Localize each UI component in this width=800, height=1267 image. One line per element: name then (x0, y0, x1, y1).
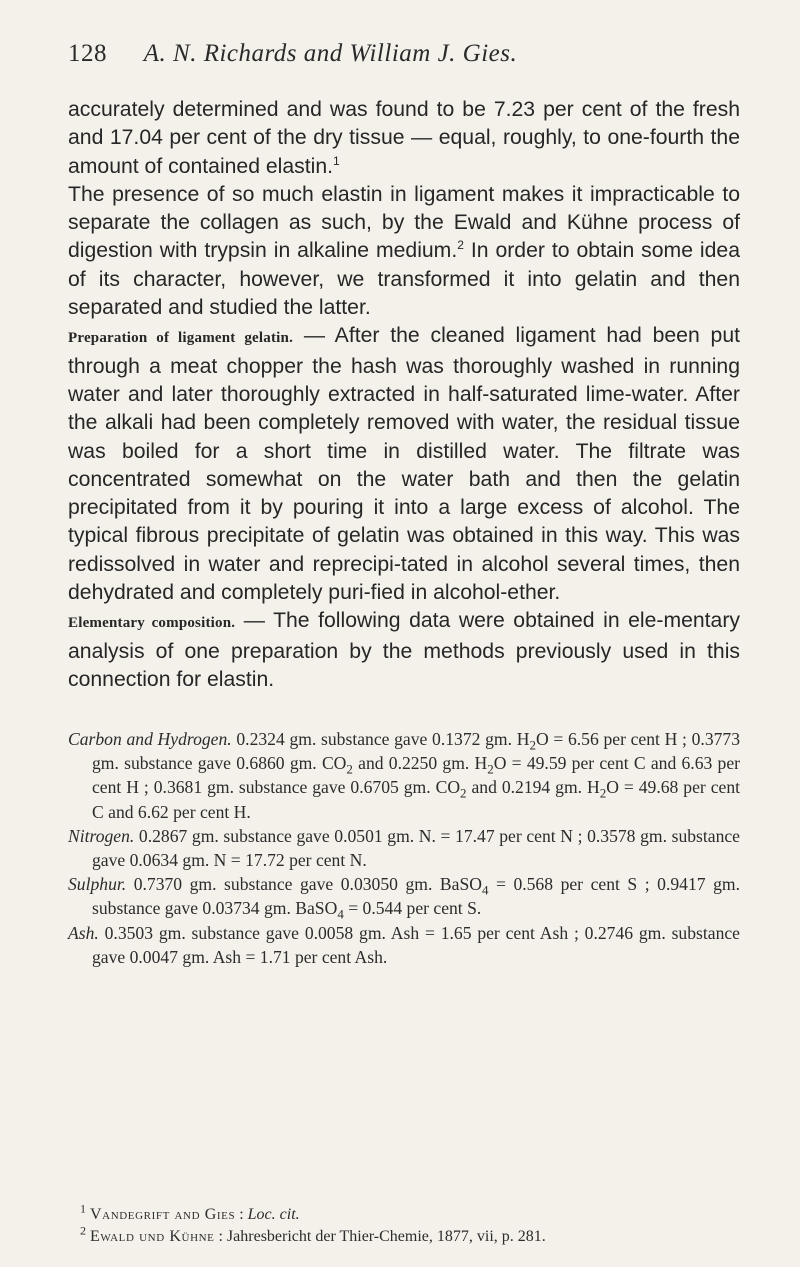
section-heading-preparation: Preparation of ligament gelatin. (68, 330, 294, 347)
footnote-2: $^2$ Ewald und Kühne : Jahresbericht der Thier-Chemie, 1877, vii, p. 281. (80, 1223, 546, 1245)
footnote-1: $^1$ Vandegrift and Gies : Loc. cit. (80, 1201, 300, 1223)
footnote-ref-2: 2 (457, 238, 464, 253)
analysis-nitrogen: Nitrogen. 0.2867 gm. substance gave 0.0501 gm. N. = 17.47 per cent N ; 0.3578 gm. substance gave 0.0634 gm. N = 17.72 per cent N. (68, 825, 740, 871)
running-header (68, 40, 732, 68)
footnotes (80, 1201, 740, 1247)
analysis-carbon-hydrogen: Carbon and Hydrogen. 0.2324 gm. substance gave 0.1372 gm. $H_2O = 6.56$ per cent H ; 0.3773 gm. substance gave 0.6860 gm. $CO_2$ and 0.2250 gm. $H_2O = 49.59$ per cent C and 6.63 per cent H ; 0.3681 gm. substance gave 0.6705 gm. $CO_2$ and 0.2194 gm. $H_2O = 49.68$ per cent C and 6.62 per cent H. (68, 729, 741, 822)
body-text (68, 96, 740, 694)
analysis-data (68, 727, 740, 969)
paragraph-continuation: accurately determined and was found to be 7.23 per cent of the fresh and 17.04 per cent of the dry tissue — equal, roughly, to one-fourth the amount of contained elastin.$^1$ (68, 98, 740, 178)
paragraph-composition: Elementary composition. — The following data were obtained in ele-mentary analysis of one preparation by the methods previously used in this connection for elastin. (68, 609, 740, 691)
paragraph-elastin-note: The presence of so much elastin in ligament makes it impracticable to separate the collagen as such, by the Ewald and Kühne process of digestion with trypsin in alkaline medium.$^2$ In order to obtain some idea of its character, however, we transformed it into gelatin and then separated and studied the latter. (68, 182, 740, 320)
paragraph-preparation: Preparation of ligament gelatin. — After the cleaned ligament had been put through a meat chopper the hash was thoroughly washed in running water and later thoroughly extracted in half-saturated lime-water. After the alkali had been completely removed with water, the residual tissue was boiled for a short time in distilled water. The filtrate was concentrated somewhat on the water bath and then the gelatin precipitated from it by pouring it into a large excess of alcohol. The typical fibrous precipitate of gelatin was obtained in this way. This was redissolved in water and reprecipi-tated in alcohol several times, then dehydrated and completely puri-fied in alcohol-ether. (68, 324, 740, 605)
footnote-ref-1: 1 (333, 153, 340, 168)
analysis-ash: Ash. 0.3503 gm. substance gave 0.0058 gm. Ash = 1.65 per cent Ash ; 0.2746 gm. substance gave 0.0047 gm. Ash = 1.71 per cent Ash. (68, 922, 740, 967)
section-heading-composition: Elementary composition. (68, 615, 236, 632)
analysis-sulphur: Sulphur. 0.7370 gm. substance gave 0.03050 gm. BaSO$_4$ = 0.568 per cent S ; 0.9417 gm. substance gave 0.03734 gm. BaSO$_4$ = 0.544 per cent S. (68, 874, 740, 922)
page-number: 128 (68, 40, 107, 67)
running-title: A. N. Richards and William J. Gies. (143, 40, 518, 67)
